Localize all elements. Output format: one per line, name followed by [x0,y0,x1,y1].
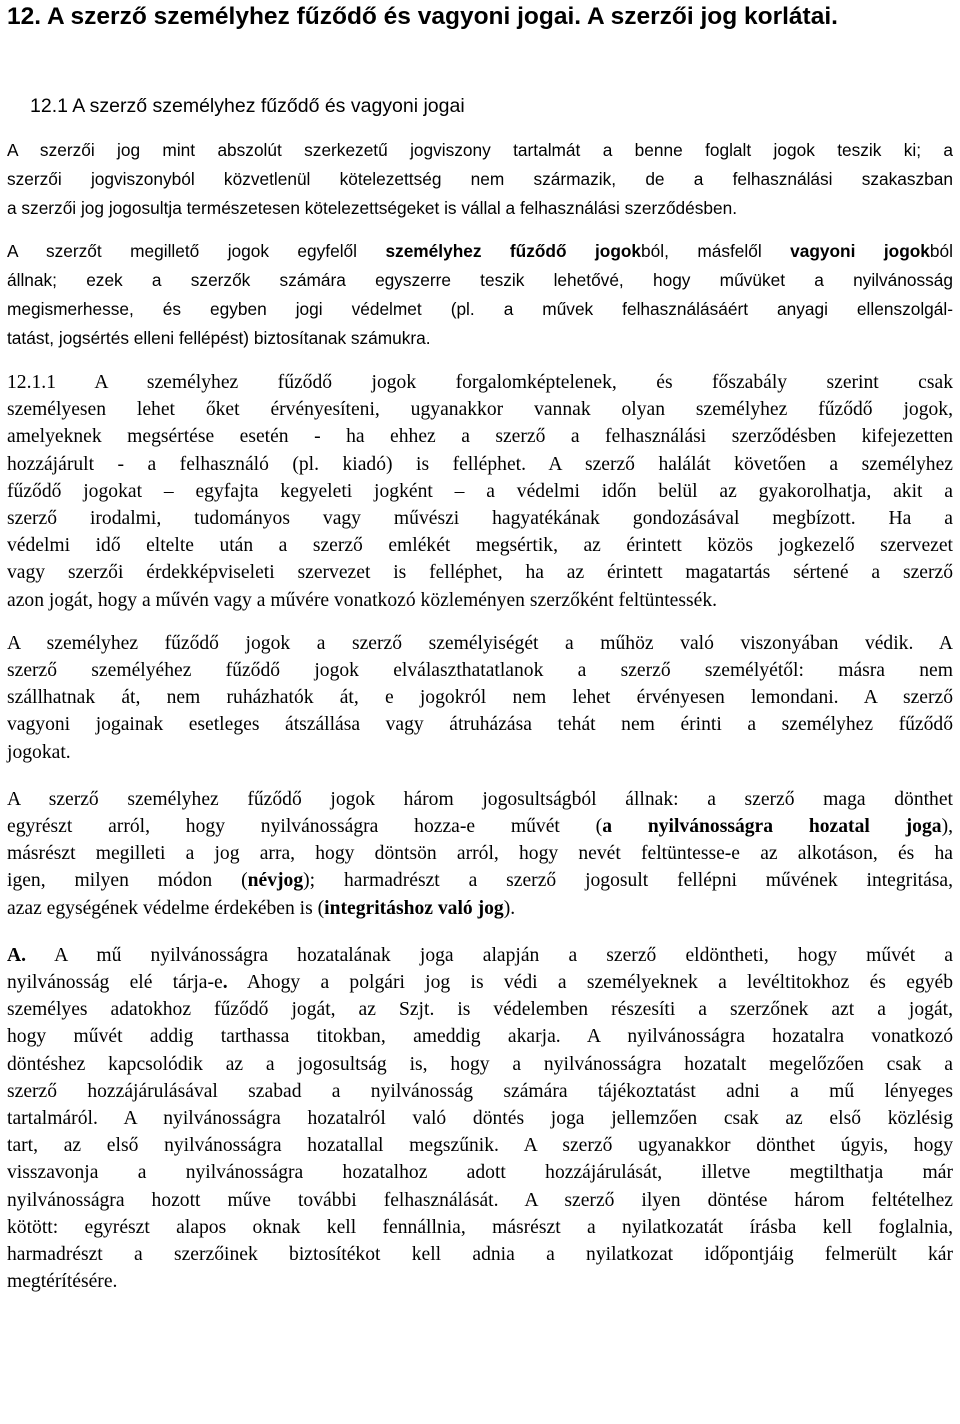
paragraph-line: visszavonja a nyilvánosságra hozatalhoz adott hozzájárulását, illetve megtilthatja már [7,1162,953,1184]
paragraph-line: egyrészt arról, hogy nyilvánosságra hozza-e művét (a nyilvánosságra hozatal joga), [7,816,953,838]
paragraph-line: megismerhesse, és egyben jogi védelmet (pl. a művek felhasználásáért anyagi ellenszolgál- [7,299,953,319]
paragraph-line: szerző hozzájárulásával szabad a nyilvánosság számára tájékoztatást adni a mű lényeges [7,1080,953,1102]
publication-right-paragraph [7,942,953,1296]
intro-line: szerzői jogviszonyból közvetlenül kötelezettség nem származik, de a felhasználási szakaszban [7,169,953,189]
paragraph-line: vagyoni jogainak esetleges átszállása vagy átruházása tehát nem érinti a személyhez fűződő [7,714,953,736]
paragraph-line: tatást, jogsértés elleni fellépést) biztosítanak számukra. [7,328,431,348]
intro-paragraph [7,136,953,223]
rights-overview-paragraph [7,237,953,353]
paragraph-line: nyilvánosság elé tárja-e. Ahogy a polgári jog is védi a személyeknek a levéltitokhoz és egyéb [7,972,953,994]
paragraph-line: szerző irodalmi, tudományos vagy művészi hagyatékának gondozásával megbízott. Ha a [7,508,953,530]
paragraph-line: A szerzőt megillető jogok egyfelől személyhez fűződő jogokból, másfelől vagyoni jogokból [7,241,953,261]
paragraph-line: A szerző személyhez fűződő jogok három jogosultságból állnak: a szerző maga dönthet [7,788,953,810]
paragraph-line: igen, milyen módon (névjog); harmadrészt a szerző jogosult fellépni művének integritása, [7,870,954,892]
paragraph-line: másrészt megilleti a jog arra, hogy döntsön arról, hogy nevét feltüntesse-e az alkotáson, és ha [7,843,953,865]
paragraph-line: fűződő jogokat – egyfajta kegyeleti jogként – a védelmi időn belül az gyakorolhatja, akit a [7,480,953,502]
paragraph-line: megtérítésére. [7,1271,118,1293]
item-marker-a: A. [7,944,27,966]
paragraph-line: szerző személyéhez fűződő jogok elválaszthatatlanok a szerző személyétől: másra nem [7,660,953,682]
intro-line: a szerzői jog jogosultja természetesen kötelezettségeket is vállal a felhasználási szerződésben. [7,198,738,218]
paragraph-line: döntéshez kapcsolódik az a jogosultság is, hogy a nyilvánosságra hozatalt megelőzően csak a [7,1053,953,1075]
personal-rights-term: személyhez fűződő jogok [385,241,642,261]
section-heading: 12.1 A szerző személyhez fűződő és vagyoni jogai [30,95,465,117]
paragraph-line: vagy szerzői érdekképviseleti szervezet is felléphet, ha az érintett magatartás sértené a szerző [7,562,953,584]
paragraph-line: harmadrészt a szerzőinek biztosítékot kell adnia a nyilatkozat időpontjáig felmerült kár [7,1244,953,1266]
paragraph-line: tart, az első nyilvánosságra hozatallal megszűnik. A szerző ugyanakkor dönthet úgyis, hogy [7,1135,953,1157]
paragraph-line: hozzájárult - a felhasználó (pl. kiadó) is felléphet. A szerző halálát követően a személyhez [7,453,953,475]
paragraph-line: A. A mű nyilvánosságra hozatalának joga alapján a szerző eldöntheti, hogy művét a [7,944,953,966]
three-rights-paragraph [7,786,953,922]
name-right-term: névjog [247,870,304,892]
paragraph-line: nyilvánosságra hozott műve további felhasználását. A szerző ilyen döntése három feltételhez [7,1189,953,1211]
section-12-1-1-paragraph [7,369,953,614]
paragraph-line: azon jogát, hogy a művén vagy a művére vonatkozó közleményen szerzőként feltüntessék. [7,589,718,611]
publication-right-term: a nyilvánosságra hozatal joga [602,816,942,838]
paragraph-line: hogy művét addig tarthassa titokban, ameddig akarja. A nyilvánosságra hozatalra vonatkozó [7,1026,953,1048]
paragraph-line: amelyeknek megsértése esetén - ha ehhez a szerző a felhasználási szerződésben kifejezetten [7,426,953,448]
paragraph-line: A személyhez fűződő jogok a szerző személyiségét a műhöz való viszonyában védik. A [7,632,953,654]
integrity-right-term: integritáshoz való jog [324,897,504,919]
paragraph-line: személyesen lehet őket érvényesíteni, ugyanakkor vannak olyan személyhez fűződő jogok, [7,399,953,421]
paragraph-line: azaz egységének védelme érdekében is (integritáshoz való jog). [7,897,516,919]
personality-paragraph [7,630,953,766]
paragraph-line: védelmi idő eltelte után a szerző emlékét megsértik, az érintett közös jogkezelő szervezet [7,535,953,557]
paragraph-line: tartalmáról. A nyilvánosságra hozatalról való döntés joga jellemzően csak az első közlésig [7,1108,953,1130]
chapter-heading: 12. A szerző személyhez fűződő és vagyoni jogai. A szerzői jog korlátai. [7,3,838,30]
paragraph-line: személyes adatokhoz fűződő jogát, az Szjt. is védelemben részesíti a szerzőnek azt a jogát, [7,999,953,1021]
intro-line: A szerzői jog mint abszolút szerkezetű jogviszony tartalmát a benne foglalt jogok teszik ki; a [7,140,953,160]
paragraph-line: kötött: egyrészt alapos oknak kell fennállnia, másrészt a nyilatkozatát írásba kell foglalnia, [7,1216,953,1238]
property-rights-term: vagyoni jogok [790,241,930,261]
paragraph-line: állnak; ezek a szerzők számára egyszerre teszik lehetővé, hogy művüket a nyilvánosság [7,270,953,290]
paragraph-line: szállhatnak át, nem ruházhatók át, e jogokról nem lehet érvényesen lemondani. A szerző [7,687,953,709]
paragraph-line: 12.1.1 A személyhez fűződő jogok forgalomképtelenek, és főszabály szerint csak [7,372,953,393]
paragraph-line: jogokat. [7,741,71,763]
